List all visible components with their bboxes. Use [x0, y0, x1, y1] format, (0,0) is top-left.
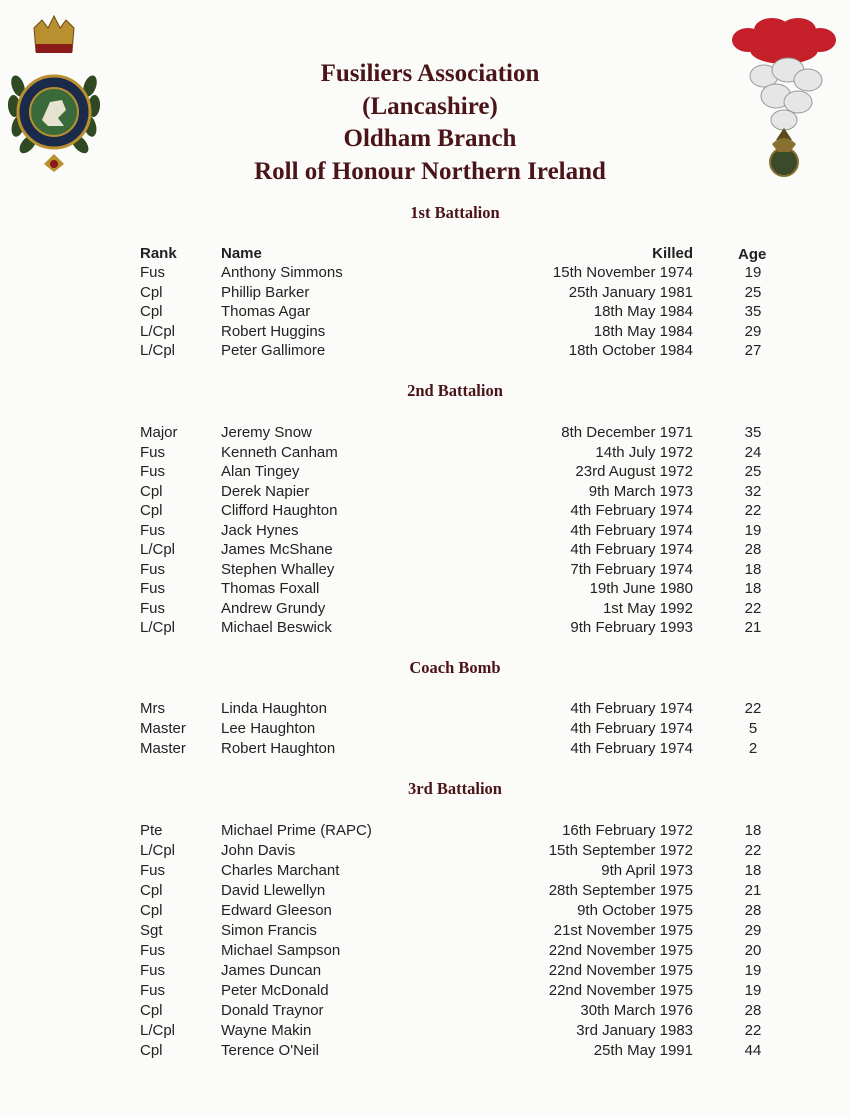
table-row: [0, 962, 850, 982]
name-cell: Donald Traynor: [221, 1002, 324, 1019]
killed-cell: 9th March 1973: [588, 482, 693, 500]
killed-cell: 18th May 1984: [593, 303, 693, 321]
killed-cell: 25th January 1981: [568, 283, 693, 301]
table-row: [0, 502, 850, 522]
killed-cell: 9th October 1975: [577, 902, 693, 919]
name-cell: Jack Hynes: [221, 521, 299, 539]
table-row: [0, 284, 850, 304]
name-cell: Phillip Barker: [221, 283, 310, 301]
age-cell: 28: [744, 902, 762, 919]
killed-cell: 21st November 1975: [553, 922, 693, 939]
table-row: [0, 522, 850, 542]
rank-cell: L/Cpl: [140, 541, 176, 558]
age-cell: 35: [744, 303, 762, 321]
hackle-grenade-icon: [728, 16, 840, 184]
section-heading-3rd-battalion: 3rd Battalion: [408, 779, 502, 798]
rank-cell: Cpl: [140, 283, 163, 301]
age-cell: 18: [744, 580, 762, 597]
name-cell: James Duncan: [221, 962, 322, 979]
rank-cell: Fus: [140, 599, 166, 617]
rank-cell: L/Cpl: [140, 322, 176, 340]
age-cell: 19: [744, 264, 762, 281]
section-heading-1st-battalion: 1st Battalion: [410, 203, 500, 222]
killed-cell: 19th June 1980: [589, 580, 693, 597]
name-cell: John Davis: [221, 842, 296, 859]
age-cell: 18: [744, 560, 762, 578]
age-cell: 19: [744, 962, 762, 979]
age-cell: 5: [748, 720, 758, 737]
table-row: [0, 740, 850, 760]
table-row: [0, 982, 850, 1002]
column-header-rank: Rank: [140, 245, 177, 262]
rank-cell: Major: [140, 424, 178, 441]
rank-cell: L/Cpl: [140, 619, 176, 636]
table-row: [0, 882, 850, 902]
rank-cell: Mrs: [140, 700, 165, 717]
killed-cell: 18th May 1984: [593, 322, 693, 340]
table-row: [0, 700, 850, 720]
name-cell: Alan Tingey: [221, 463, 300, 480]
rank-cell: Sgt: [140, 922, 163, 939]
killed-cell: 28th September 1975: [548, 882, 693, 899]
rank-cell: L/Cpl: [140, 342, 176, 360]
table-row: [0, 463, 850, 483]
age-cell: 27: [744, 342, 762, 360]
name-cell: Michael Prime (RAPC): [221, 822, 372, 839]
name-cell: James McShane: [221, 541, 333, 558]
table-row: [0, 342, 850, 362]
rank-cell: Cpl: [140, 902, 163, 919]
name-cell: Robert Huggins: [221, 322, 326, 340]
table-row: [0, 1022, 850, 1042]
name-cell: Andrew Grundy: [221, 599, 326, 617]
killed-cell: 9th February 1993: [570, 619, 693, 636]
killed-cell: 4th February 1974: [570, 740, 693, 757]
section-heading-2nd-battalion: 2nd Battalion: [407, 381, 503, 400]
table-row: [0, 323, 850, 343]
name-cell: Jeremy Snow: [221, 424, 312, 441]
table-row: [0, 862, 850, 882]
age-cell: 29: [744, 322, 762, 340]
table-row: [0, 561, 850, 581]
age-cell: 28: [744, 541, 762, 558]
rank-cell: Fus: [140, 264, 166, 281]
table-row: [0, 580, 850, 600]
age-cell: 22: [744, 599, 762, 617]
table-row: [0, 303, 850, 323]
rank-cell: Cpl: [140, 482, 163, 500]
killed-cell: 4th February 1974: [570, 521, 693, 539]
killed-cell: 3rd January 1983: [576, 1022, 693, 1039]
name-cell: Charles Marchant: [221, 862, 340, 879]
rank-cell: Cpl: [140, 502, 163, 519]
name-cell: Peter Gallimore: [221, 342, 326, 360]
killed-cell: 8th December 1971: [561, 424, 693, 441]
age-cell: 19: [744, 521, 762, 539]
age-cell: 22: [744, 842, 762, 859]
name-cell: Kenneth Canham: [221, 443, 338, 461]
name-cell: Stephen Whalley: [221, 560, 335, 578]
table-row: [0, 822, 850, 842]
killed-cell: 4th February 1974: [570, 502, 693, 519]
column-header-killed: Killed: [652, 245, 693, 262]
name-cell: Anthony Simmons: [221, 264, 343, 281]
title-line-branch: Oldham Branch: [343, 125, 517, 152]
table-row: [0, 619, 850, 639]
age-cell: 20: [744, 942, 762, 959]
table-row: [0, 600, 850, 620]
age-cell: 35: [744, 424, 762, 441]
table-row: [0, 541, 850, 561]
name-cell: Simon Francis: [221, 922, 317, 939]
age-cell: 44: [744, 1042, 762, 1059]
killed-cell: 14th July 1972: [595, 443, 693, 461]
rank-cell: Fus: [140, 962, 166, 979]
killed-cell: 4th February 1974: [570, 700, 693, 717]
rank-cell: Fus: [140, 942, 166, 959]
rank-cell: Master: [140, 720, 186, 737]
age-cell: 19: [744, 982, 762, 999]
table-row: [0, 1042, 850, 1062]
table-row: [0, 720, 850, 740]
rank-cell: Pte: [140, 822, 163, 839]
killed-cell: 22nd November 1975: [548, 962, 693, 979]
killed-cell: 23rd August 1972: [575, 463, 693, 480]
rank-cell: L/Cpl: [140, 842, 176, 859]
age-cell: 22: [744, 502, 762, 519]
name-cell: Michael Sampson: [221, 942, 341, 959]
killed-cell: 4th February 1974: [570, 720, 693, 737]
rank-cell: Fus: [140, 560, 166, 578]
name-cell: Derek Napier: [221, 482, 310, 500]
title-line-roll: Roll of Honour Northern Ireland: [254, 157, 606, 185]
rank-cell: Fus: [140, 580, 166, 597]
age-cell: 32: [744, 482, 762, 500]
name-cell: Peter McDonald: [221, 982, 329, 999]
title-line-county: (Lancashire): [362, 92, 498, 120]
table-row: [0, 922, 850, 942]
table-row: [0, 902, 850, 922]
table-row: [0, 942, 850, 962]
rank-cell: Cpl: [140, 882, 163, 899]
age-cell: 22: [744, 700, 762, 717]
name-cell: Wayne Makin: [221, 1022, 312, 1039]
killed-cell: 22nd November 1975: [548, 982, 693, 999]
name-cell: Terence O'Neil: [221, 1042, 319, 1059]
table-row: [0, 424, 850, 444]
name-cell: David Llewellyn: [221, 882, 326, 899]
section-heading-coach-bomb: Coach Bomb: [409, 658, 501, 677]
killed-cell: 15th November 1974: [552, 264, 693, 281]
rank-cell: Fus: [140, 443, 166, 461]
column-header-name: Name: [221, 245, 262, 262]
age-cell: 24: [744, 443, 762, 461]
table-row: [0, 264, 850, 284]
rank-cell: Cpl: [140, 1002, 163, 1019]
rank-cell: Cpl: [140, 1042, 163, 1059]
name-cell: Thomas Foxall: [221, 580, 320, 597]
killed-cell: 30th March 1976: [580, 1002, 693, 1019]
table-row: [0, 1002, 850, 1022]
killed-cell: 4th February 1974: [570, 541, 693, 558]
rank-cell: Master: [140, 740, 186, 757]
rank-cell: Cpl: [140, 303, 163, 321]
name-cell: Robert Haughton: [221, 740, 336, 757]
table-row: [0, 842, 850, 862]
age-cell: 29: [744, 922, 762, 939]
age-cell: 2: [748, 740, 758, 757]
killed-cell: 16th February 1972: [562, 822, 693, 839]
document-title: [170, 58, 690, 188]
rank-cell: Fus: [140, 862, 166, 879]
table-row: [0, 483, 850, 503]
age-cell: 21: [744, 619, 762, 636]
rank-cell: L/Cpl: [140, 1022, 176, 1039]
name-cell: Lee Haughton: [221, 720, 316, 737]
killed-cell: 25th May 1991: [593, 1042, 693, 1059]
name-cell: Michael Beswick: [221, 619, 332, 636]
killed-cell: 22nd November 1975: [548, 942, 693, 959]
age-cell: 18: [744, 822, 762, 839]
age-cell: 22: [744, 1022, 762, 1039]
title-line-association: Fusiliers Association: [320, 60, 540, 87]
regimental-crest-icon: [4, 14, 104, 179]
name-cell: Thomas Agar: [221, 303, 311, 321]
killed-cell: 7th February 1974: [570, 560, 693, 578]
rank-cell: Fus: [140, 982, 166, 999]
name-cell: Clifford Haughton: [221, 502, 338, 519]
age-cell: 25: [744, 283, 762, 301]
table-row: [0, 444, 850, 464]
age-cell: 21: [744, 882, 762, 899]
killed-cell: 1st May 1992: [602, 599, 693, 617]
column-header-age: Age: [738, 246, 767, 263]
rank-cell: Fus: [140, 521, 166, 539]
killed-cell: 15th September 1972: [548, 842, 693, 859]
age-cell: 25: [744, 463, 762, 480]
killed-cell: 18th October 1984: [568, 342, 693, 360]
name-cell: Linda Haughton: [221, 700, 327, 717]
name-cell: Edward Gleeson: [221, 902, 332, 919]
rank-cell: Fus: [140, 463, 166, 480]
age-cell: 28: [744, 1002, 762, 1019]
killed-cell: 9th April 1973: [601, 862, 693, 879]
age-cell: 18: [744, 862, 762, 879]
